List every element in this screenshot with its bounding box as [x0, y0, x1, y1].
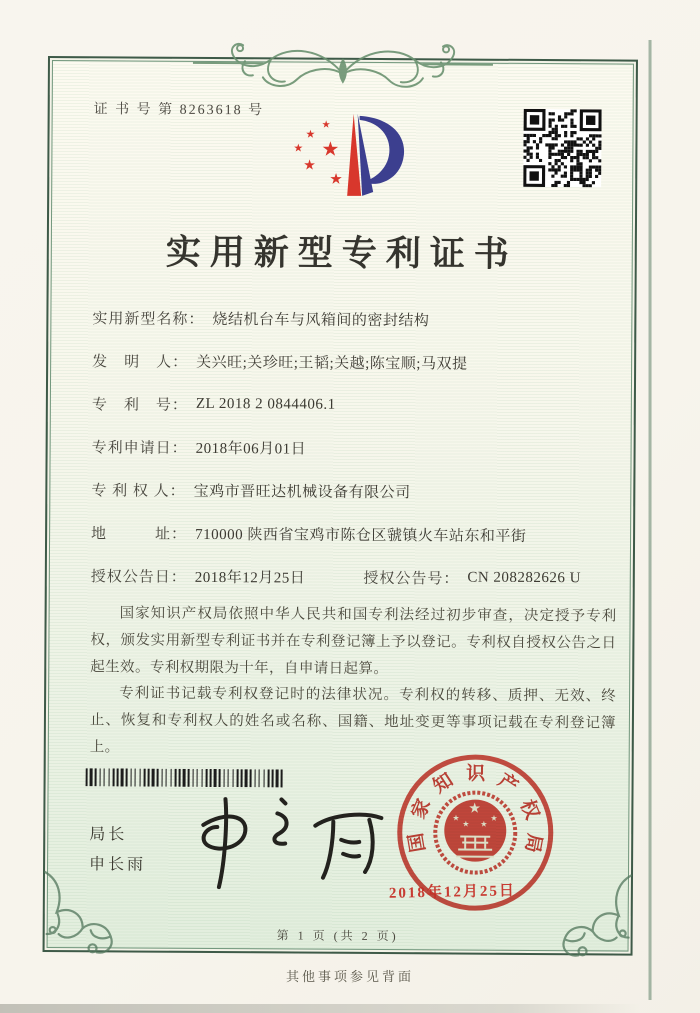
svg-text:★: ★ — [462, 819, 470, 829]
field-row — [92, 382, 616, 428]
svg-text:★: ★ — [480, 819, 488, 829]
corner-flourish-icon — [38, 868, 123, 961]
cnipa-logo-icon — [281, 107, 432, 208]
field-row — [91, 425, 615, 471]
legal-text — [90, 600, 617, 764]
grant-row — [91, 554, 615, 600]
grant-number-label: 授权公告号： — [363, 570, 460, 588]
svg-text:★: ★ — [303, 157, 316, 174]
field-value: 烧结机台车与风箱间的密封结构 — [212, 312, 430, 330]
grant-date-value: 2018年12月25日 — [194, 569, 306, 587]
field-row — [92, 296, 616, 342]
seal-date: 2018年12月25日 — [388, 883, 517, 902]
svg-text:★: ★ — [490, 813, 498, 823]
grant-number-value: CN 208282626 U — [467, 569, 582, 587]
field-label: 专 利 权 人： — [91, 483, 186, 500]
scan-artifact-band — [0, 1004, 640, 1013]
svg-text:★: ★ — [468, 800, 482, 817]
field-value: 710000 陕西省宝鸡市陈仓区虢镇火车站东和平街 — [195, 526, 527, 545]
legal-paragraph: 专利证书记载专利权登记时的法律状况。专利权的转移、质押、无效、终止、恢复和专利权人的姓名或名称、国籍、地址变更等事项记载在专利登记簿上。 — [89, 685, 617, 756]
certificate-frame — [43, 56, 638, 956]
director-signature-icon — [173, 791, 404, 902]
field-label: 地 址： — [91, 526, 188, 543]
page-number: 第 1 页 (共 2 页) — [276, 928, 399, 944]
signature-block — [89, 820, 146, 880]
grant-date-label: 授权公告日： — [90, 569, 187, 586]
national-emblem-icon — [432, 786, 519, 879]
svg-text:★: ★ — [329, 169, 343, 188]
qr-code — [523, 109, 601, 187]
field-value: 关兴旺;关珍旺;王韬;关越;陈宝顺;马双提 — [196, 354, 468, 373]
svg-text:★: ★ — [321, 119, 331, 131]
top-border-ornament-icon — [193, 33, 493, 97]
field-label: 实用新型名称： — [92, 311, 205, 328]
field-row — [91, 511, 615, 557]
back-side-note: 其他事项参见背面 — [285, 969, 414, 984]
director-title: 局长 — [89, 826, 128, 844]
field-label: 专利申请日： — [91, 440, 188, 457]
certificate-number: 证 书 号 第 8263618 号 — [93, 102, 265, 119]
svg-text:★: ★ — [293, 141, 304, 155]
field-row — [92, 339, 616, 385]
corner-flourish-icon — [552, 871, 637, 964]
svg-text:★: ★ — [305, 127, 316, 141]
official-seal: 国 家 知 识 产 权 局 ★ ★ ★ ★ ★ — [397, 754, 554, 911]
legal-paragraph: 国家知识产权局依照中华人民共和国专利法经过初步审查，决定授予专利权，颁发实用新型专利证书并在专利登记簿上予以登记。专利权自授权公告之日起生效。专利权期限为十年，自申请日起算。 — [90, 605, 617, 677]
svg-text:★: ★ — [452, 813, 460, 823]
scan-page-edge — [648, 40, 652, 1000]
svg-text:★: ★ — [321, 136, 340, 161]
field-value: 2018年06月01日 — [195, 440, 307, 458]
field-row — [91, 468, 615, 514]
field-label: 专 利 号： — [91, 397, 188, 414]
field-value: 宝鸡市晋旺达机械设备有限公司 — [193, 483, 411, 502]
barcode — [86, 768, 284, 787]
field-list — [91, 296, 617, 600]
certificate-title: 实用新型专利证书 — [165, 232, 518, 274]
director-name: 申长雨 — [89, 856, 147, 874]
field-label: 发 明 人： — [92, 354, 189, 371]
field-value: ZL 2018 2 0844406.1 — [195, 395, 336, 413]
